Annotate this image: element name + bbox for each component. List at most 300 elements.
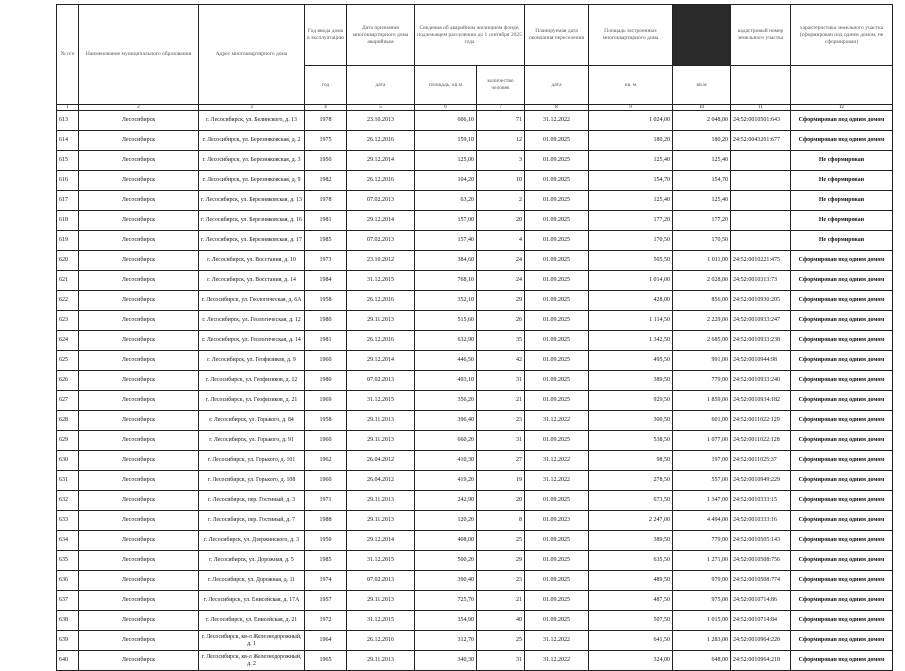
people-cell: 25 <box>477 531 525 551</box>
land-status-cell: Не сформирован <box>791 171 893 191</box>
emergency-date-cell: 07.02.2013 <box>347 191 415 211</box>
planned-date-cell: 01.09.2025 <box>525 151 589 171</box>
area-cell: 104,20 <box>415 171 477 191</box>
land-area-cell: 177,20 <box>673 211 731 231</box>
address-cell: г. Лесосибирск, ул. Геологическая, д. 14 <box>199 331 305 351</box>
area-cell: 396,40 <box>415 411 477 431</box>
building-area-cell: 389,50 <box>589 531 673 551</box>
municipality-cell: Лесосибирск <box>79 231 199 251</box>
planned-date-cell: 01.09.2025 <box>525 131 589 151</box>
table-row <box>57 191 893 211</box>
cadastral-cell: 24:52:0011022:128 <box>731 431 791 451</box>
row-number: 632 <box>57 491 79 511</box>
emergency-date-cell: 29.11.2013 <box>347 651 415 671</box>
cadastral-cell: 24:52:0010964:220 <box>731 631 791 651</box>
table-row <box>57 651 893 671</box>
table-row <box>57 511 893 531</box>
emergency-date-cell: 29.12.2014 <box>347 211 415 231</box>
year-cell: 1965 <box>305 651 347 671</box>
col-number: 2 <box>79 105 199 111</box>
people-cell: 25 <box>477 631 525 651</box>
address-cell: г. Лесосибирск, ул. Геофизиков, д. 12 <box>199 371 305 391</box>
table-row <box>57 631 893 651</box>
row-number: 633 <box>57 511 79 531</box>
cadastral-cell <box>731 151 791 171</box>
land-status-cell: Сформирован под одним домом <box>791 131 893 151</box>
cadastral-cell: 24:52:0010508:774 <box>731 571 791 591</box>
cadastral-cell: 24:52:0010930:205 <box>731 291 791 311</box>
municipality-cell: Лесосибирск <box>79 471 199 491</box>
people-cell: 40 <box>477 611 525 631</box>
cadastral-cell: 24:52:0010949:229 <box>731 471 791 491</box>
land-status-cell: Сформирован под одним домом <box>791 391 893 411</box>
building-area-cell: 635,50 <box>589 551 673 571</box>
land-status-cell: Сформирован под одним домом <box>791 331 893 351</box>
planned-date-cell: 31.12.2022 <box>525 471 589 491</box>
municipality-cell: Лесосибирск <box>79 531 199 551</box>
land-status-cell: Сформирован под одним домом <box>791 651 893 671</box>
col-number: 6 <box>415 105 477 111</box>
row-number: 630 <box>57 451 79 471</box>
land-area-cell: 856,00 <box>673 291 731 311</box>
area-cell: 419,20 <box>415 471 477 491</box>
land-area-cell: 1 347,00 <box>673 491 731 511</box>
header-sub-area: площадь, кв.м <box>415 66 477 105</box>
address-cell: г. Лесосибирск, ул. Геофизиков, д. 21 <box>199 391 305 411</box>
municipality-cell: Лесосибирск <box>79 391 199 411</box>
emergency-date-cell: 29.11.2013 <box>347 511 415 531</box>
year-cell: 1962 <box>305 451 347 471</box>
cadastral-cell: 24:52:0010964:218 <box>731 651 791 671</box>
year-cell: 1971 <box>305 491 347 511</box>
land-status-cell: Не сформирован <box>791 211 893 231</box>
people-cell: 35 <box>477 331 525 351</box>
building-area-cell: 1 014,00 <box>589 271 673 291</box>
building-area-cell: 389,50 <box>589 371 673 391</box>
land-area-cell: 180,20 <box>673 131 731 151</box>
col-number: 3 <box>199 105 305 111</box>
area-cell: 312,70 <box>415 631 477 651</box>
land-area-cell: 1 271,00 <box>673 551 731 571</box>
building-area-cell: 428,00 <box>589 291 673 311</box>
header-year-group: Год ввода дома в эксплуатацию <box>305 5 347 66</box>
header-sub-area2: кв. м <box>589 66 673 105</box>
address-cell: г. Лесосибирск, ул. Горького, д. 91 <box>199 431 305 451</box>
address-cell: г. Лесосибирск, кв-л Железнодорожный, д. 1 <box>199 631 305 651</box>
table-row <box>57 111 893 131</box>
area-cell: 410,30 <box>415 451 477 471</box>
year-cell: 1978 <box>305 111 347 131</box>
land-area-cell: 125,40 <box>673 191 731 211</box>
land-area-cell: 170,50 <box>673 231 731 251</box>
col-number: 5 <box>347 105 415 111</box>
row-number: 637 <box>57 591 79 611</box>
land-status-cell: Сформирован под одним домом <box>791 451 893 471</box>
header-sub-people: количество человек <box>477 66 525 105</box>
cadastral-cell: 24:52:0010333:16 <box>731 511 791 531</box>
land-status-cell: Не сформирован <box>791 231 893 251</box>
people-cell: 4 <box>477 231 525 251</box>
municipality-cell: Лесосибирск <box>79 251 199 271</box>
area-cell: 120,20 <box>415 511 477 531</box>
land-area-cell: 601,00 <box>673 411 731 431</box>
planned-date-cell: 01.09.2025 <box>525 271 589 291</box>
address-cell: г. Лесосибирск, ул. Березняковская, д. 2 <box>199 131 305 151</box>
emergency-date-cell: 31.12.2015 <box>347 551 415 571</box>
emergency-date-cell: 29.11.2013 <box>347 311 415 331</box>
header-address: Адрес многоквартирного дома <box>199 5 305 105</box>
address-cell: г. Лесосибирск, ул. Березняковская, д. 16 <box>199 211 305 231</box>
people-cell: 12 <box>477 131 525 151</box>
land-area-cell: 154,70 <box>673 171 731 191</box>
emergency-date-cell: 31.12.2015 <box>347 391 415 411</box>
land-status-cell: Сформирован под одним домом <box>791 551 893 571</box>
municipality-cell: Лесосибирск <box>79 591 199 611</box>
year-cell: 1960 <box>305 431 347 451</box>
address-cell: г. Лесосибирск, ул. Березняковская, д. 3 <box>199 151 305 171</box>
building-area-cell: 125,40 <box>589 191 673 211</box>
table-row <box>57 591 893 611</box>
header-area-group: Площадь застроенных многоквартирного дома <box>589 5 673 66</box>
land-status-cell: Сформирован под одним домом <box>791 371 893 391</box>
planned-date-cell: 31.12.2022 <box>525 411 589 431</box>
year-cell: 1988 <box>305 511 347 531</box>
table-row <box>57 391 893 411</box>
year-cell: 1980 <box>305 371 347 391</box>
address-cell: г. Лесосибирск, ул. Енисейская, д. 21 <box>199 611 305 631</box>
building-area-cell: 929,50 <box>589 391 673 411</box>
municipality-cell: Лесосибирск <box>79 191 199 211</box>
people-cell: 29 <box>477 291 525 311</box>
document-sheet <box>56 4 892 671</box>
row-number: 626 <box>57 371 79 391</box>
municipality-cell: Лесосибирск <box>79 571 199 591</box>
row-number: 635 <box>57 551 79 571</box>
land-area-cell: 125,40 <box>673 151 731 171</box>
municipality-cell: Лесосибирск <box>79 271 199 291</box>
year-cell: 1973 <box>305 251 347 271</box>
area-cell: 632,90 <box>415 331 477 351</box>
col-number: 7 <box>477 105 525 111</box>
people-cell: 19 <box>477 471 525 491</box>
cadastral-cell: 24:52:0010221:475 <box>731 251 791 271</box>
col-number: 9 <box>589 105 673 111</box>
emergency-date-cell: 31.12.2015 <box>347 611 415 631</box>
land-status-cell: Сформирован под одним домом <box>791 271 893 291</box>
emergency-date-cell: 26.04.2012 <box>347 471 415 491</box>
people-cell: 2 <box>477 191 525 211</box>
people-cell: 42 <box>477 351 525 371</box>
table-row <box>57 171 893 191</box>
col-number: 1 <box>57 105 79 111</box>
municipality-cell: Лесосибирск <box>79 171 199 191</box>
cadastral-cell: 24:52:0010505:143 <box>731 531 791 551</box>
emergency-housing-table <box>56 4 893 671</box>
row-number: 634 <box>57 531 79 551</box>
people-cell: 31 <box>477 651 525 671</box>
land-area-cell: 1 283,00 <box>673 631 731 651</box>
row-number: 625 <box>57 351 79 371</box>
table-row <box>57 471 893 491</box>
header-emergency-group: Дата признания многоквартирного дома аварийным <box>347 5 415 66</box>
building-area-cell: 673,50 <box>589 491 673 511</box>
emergency-date-cell: 29.12.2014 <box>347 531 415 551</box>
emergency-date-cell: 07.02.2013 <box>347 371 415 391</box>
land-status-cell: Сформирован под одним домом <box>791 571 893 591</box>
emergency-date-cell: 29.11.2013 <box>347 591 415 611</box>
municipality-cell: Лесосибирск <box>79 551 199 571</box>
row-number: 617 <box>57 191 79 211</box>
land-area-cell: 2 685,00 <box>673 331 731 351</box>
land-status-cell: Сформирован под одним домом <box>791 111 893 131</box>
table-row <box>57 311 893 331</box>
area-cell: 390,40 <box>415 571 477 591</box>
area-cell: 725,70 <box>415 591 477 611</box>
col-number: 4 <box>305 105 347 111</box>
building-area-cell: 170,50 <box>589 231 673 251</box>
table-row <box>57 231 893 251</box>
area-cell: 768,10 <box>415 271 477 291</box>
cadastral-cell <box>731 211 791 231</box>
year-cell: 1958 <box>305 411 347 431</box>
emergency-date-cell: 31.12.2015 <box>347 271 415 291</box>
header-sub-date: дата <box>347 66 415 105</box>
year-cell: 1975 <box>305 131 347 151</box>
planned-date-cell: 01.09.2025 <box>525 211 589 231</box>
land-area-cell: 648,00 <box>673 651 731 671</box>
planned-date-cell: 31.12.2022 <box>525 651 589 671</box>
area-cell: 408,00 <box>415 531 477 551</box>
header-cadastral-group: кадастровый номер земельного участка <box>731 5 791 66</box>
building-area-cell: 505,50 <box>589 251 673 271</box>
emergency-date-cell: 29.11.2013 <box>347 431 415 451</box>
municipality-cell: Лесосибирск <box>79 311 199 331</box>
municipality-cell: Лесосибирск <box>79 651 199 671</box>
header-num: № п/п <box>57 5 79 105</box>
building-area-cell: 538,50 <box>589 431 673 451</box>
building-area-cell: 2 247,00 <box>589 511 673 531</box>
table-row <box>57 451 893 471</box>
emergency-date-cell: 26.12.2016 <box>347 171 415 191</box>
table-row <box>57 211 893 231</box>
land-status-cell: Сформирован под одним домом <box>791 531 893 551</box>
table-row <box>57 131 893 151</box>
planned-date-cell: 01.09.2025 <box>525 311 589 331</box>
people-cell: 26 <box>477 311 525 331</box>
building-area-cell: 495,50 <box>589 351 673 371</box>
land-status-cell: Сформирован под одним домом <box>791 311 893 331</box>
emergency-date-cell: 29.11.2013 <box>347 411 415 431</box>
planned-date-cell: 01.09.2025 <box>525 551 589 571</box>
address-cell: г. Лесосибирск, кв-л Железнодорожный, д. 2 <box>199 651 305 671</box>
land-status-cell: Сформирован под одним домом <box>791 291 893 311</box>
planned-date-cell: 01.09.2025 <box>525 251 589 271</box>
people-cell: 29 <box>477 551 525 571</box>
building-area-cell: 1 024,00 <box>589 111 673 131</box>
emergency-date-cell: 29.11.2013 <box>347 491 415 511</box>
row-number: 618 <box>57 211 79 231</box>
year-cell: 1978 <box>305 191 347 211</box>
area-cell: 352,10 <box>415 291 477 311</box>
cadastral-cell: 24:52:0011022:129 <box>731 411 791 431</box>
planned-date-cell: 01.09.2025 <box>525 431 589 451</box>
land-area-cell: 2 229,00 <box>673 311 731 331</box>
year-cell: 1950 <box>305 531 347 551</box>
planned-date-cell: 01.09.2025 <box>525 611 589 631</box>
land-area-cell: 991,00 <box>673 351 731 371</box>
cadastral-cell: 24:52:0010944:98 <box>731 351 791 371</box>
address-cell: г. Лесосибирск, ул. Геологическая, д. 12 <box>199 311 305 331</box>
cadastral-cell <box>731 231 791 251</box>
table-row <box>57 151 893 171</box>
year-cell: 1964 <box>305 631 347 651</box>
planned-date-cell: 01.09.2025 <box>525 331 589 351</box>
emergency-date-cell: 23.10.2012 <box>347 251 415 271</box>
table-row <box>57 531 893 551</box>
area-cell: 446,50 <box>415 351 477 371</box>
cadastral-cell: 24:52:0010508:756 <box>731 551 791 571</box>
header-sub-empty-2 <box>791 66 893 105</box>
table-header <box>57 5 893 111</box>
header-sub-date2: дата <box>525 66 589 105</box>
land-status-cell: Не сформирован <box>791 191 893 211</box>
row-number: 624 <box>57 331 79 351</box>
people-cell: 20 <box>477 491 525 511</box>
year-cell: 1950 <box>305 151 347 171</box>
people-cell: 31 <box>477 371 525 391</box>
planned-date-cell: 01.09.2025 <box>525 231 589 251</box>
year-cell: 1969 <box>305 391 347 411</box>
land-area-cell: 975,00 <box>673 591 731 611</box>
area-cell: 157,40 <box>415 231 477 251</box>
building-area-cell: 489,50 <box>589 571 673 591</box>
people-cell: 31 <box>477 431 525 451</box>
land-area-cell: 1 011,00 <box>673 251 731 271</box>
people-cell: 23 <box>477 571 525 591</box>
cadastral-cell: 24:52:0011025:37 <box>731 451 791 471</box>
land-area-cell: 779,00 <box>673 371 731 391</box>
people-cell: 24 <box>477 251 525 271</box>
emergency-date-cell: 29.12.2014 <box>347 151 415 171</box>
address-cell: г. Лесосибирск, ул. Горького, д. 108 <box>199 471 305 491</box>
emergency-date-cell: 26.12.2016 <box>347 131 415 151</box>
municipality-cell: Лесосибирск <box>79 371 199 391</box>
table-row <box>57 251 893 271</box>
people-cell: 27 <box>477 451 525 471</box>
planned-date-cell: 01.09.2025 <box>525 291 589 311</box>
address-cell: г. Лесосибирск, ул. Березняковская, д. 9 <box>199 171 305 191</box>
land-area-cell: 557,00 <box>673 471 731 491</box>
land-area-cell: 1 859,00 <box>673 391 731 411</box>
cadastral-cell <box>731 171 791 191</box>
area-cell: 493,10 <box>415 371 477 391</box>
land-area-cell: 2 028,00 <box>673 271 731 291</box>
cadastral-cell: 24:52:0010714:86 <box>731 591 791 611</box>
cadastral-cell: 24:52:0010501:643 <box>731 111 791 131</box>
year-cell: 1981 <box>305 211 347 231</box>
address-cell: г. Лесосибирск, ул. Березняковская, д. 13 <box>199 191 305 211</box>
row-number: 628 <box>57 411 79 431</box>
people-cell: 21 <box>477 391 525 411</box>
people-cell: 3 <box>477 151 525 171</box>
emergency-date-cell: 26.12.2016 <box>347 631 415 651</box>
table-row <box>57 371 893 391</box>
address-cell: г. Лесосибирск, ул. Енисейская, д. 17А <box>199 591 305 611</box>
row-number: 629 <box>57 431 79 451</box>
table-row <box>57 351 893 371</box>
area-cell: 159,10 <box>415 131 477 151</box>
address-cell: г. Лесосибирск, ул. Геологическая, д. 6А <box>199 291 305 311</box>
area-cell: 125,00 <box>415 151 477 171</box>
municipality-cell: Лесосибирск <box>79 351 199 371</box>
col-number: 8 <box>525 105 589 111</box>
year-cell: 1960 <box>305 471 347 491</box>
table-row <box>57 611 893 631</box>
building-area-cell: 180,20 <box>589 131 673 151</box>
building-area-cell: 1 114,50 <box>589 311 673 331</box>
municipality-cell: Лесосибирск <box>79 291 199 311</box>
emergency-date-cell: 26.12.2016 <box>347 291 415 311</box>
table-row <box>57 271 893 291</box>
land-area-cell: 2 048,00 <box>673 111 731 131</box>
building-area-cell: 487,50 <box>589 591 673 611</box>
row-number: 627 <box>57 391 79 411</box>
land-area-cell: 1 015,00 <box>673 611 731 631</box>
municipality-cell: Лесосибирск <box>79 131 199 151</box>
address-cell: г. Лесосибирск, пер. Гостиный, д. 3 <box>199 491 305 511</box>
planned-date-cell: 31.12.2022 <box>525 631 589 651</box>
municipality-cell: Лесосибирск <box>79 331 199 351</box>
planned-date-cell: 31.12.2022 <box>525 111 589 131</box>
year-cell: 1982 <box>305 171 347 191</box>
address-cell: г. Лесосибирск, ул. Горького, д. 84 <box>199 411 305 431</box>
municipality-cell: Лесосибирск <box>79 631 199 651</box>
address-cell: г. Лесосибирск, ул. Дорожная, д. 5 <box>199 551 305 571</box>
building-area-cell: 98,50 <box>589 451 673 471</box>
emergency-date-cell: 07.02.2013 <box>347 571 415 591</box>
year-cell: 1958 <box>305 291 347 311</box>
row-number: 640 <box>57 651 79 671</box>
address-cell: г. Лесосибирск, ул. Березняковская, д. 17 <box>199 231 305 251</box>
people-cell: 24 <box>477 271 525 291</box>
land-area-cell: 197,00 <box>673 451 731 471</box>
emergency-date-cell: 29.12.2014 <box>347 351 415 371</box>
year-cell: 1974 <box>305 571 347 591</box>
building-area-cell: 1 342,50 <box>589 331 673 351</box>
area-cell: 515,60 <box>415 311 477 331</box>
address-cell: г. Лесосибирск, ул. Белинского, д. 13 <box>199 111 305 131</box>
header-living-group: Сведения об аварийном жилищном фонде, подлежащем расселению до 1 сентября 2025 года <box>415 5 525 66</box>
header-sub-area3: кв.м <box>673 66 731 105</box>
land-status-cell: Сформирован под одним домом <box>791 411 893 431</box>
year-cell: 1985 <box>305 551 347 571</box>
area-cell: 340,30 <box>415 651 477 671</box>
emergency-date-cell: 26.12.2016 <box>347 331 415 351</box>
year-cell: 1972 <box>305 611 347 631</box>
row-number: 636 <box>57 571 79 591</box>
year-cell: 1985 <box>305 231 347 251</box>
municipality-cell: Лесосибирск <box>79 511 199 531</box>
building-area-cell: 154,70 <box>589 171 673 191</box>
land-status-cell: Сформирован под одним домом <box>791 431 893 451</box>
col-number: 11 <box>731 105 791 111</box>
area-cell: 660,20 <box>415 431 477 451</box>
table-row <box>57 491 893 511</box>
land-area-cell: 779,00 <box>673 531 731 551</box>
cadastral-cell: 24:52:0010933:247 <box>731 311 791 331</box>
row-number: 616 <box>57 171 79 191</box>
land-status-cell: Сформирован под одним домом <box>791 511 893 531</box>
